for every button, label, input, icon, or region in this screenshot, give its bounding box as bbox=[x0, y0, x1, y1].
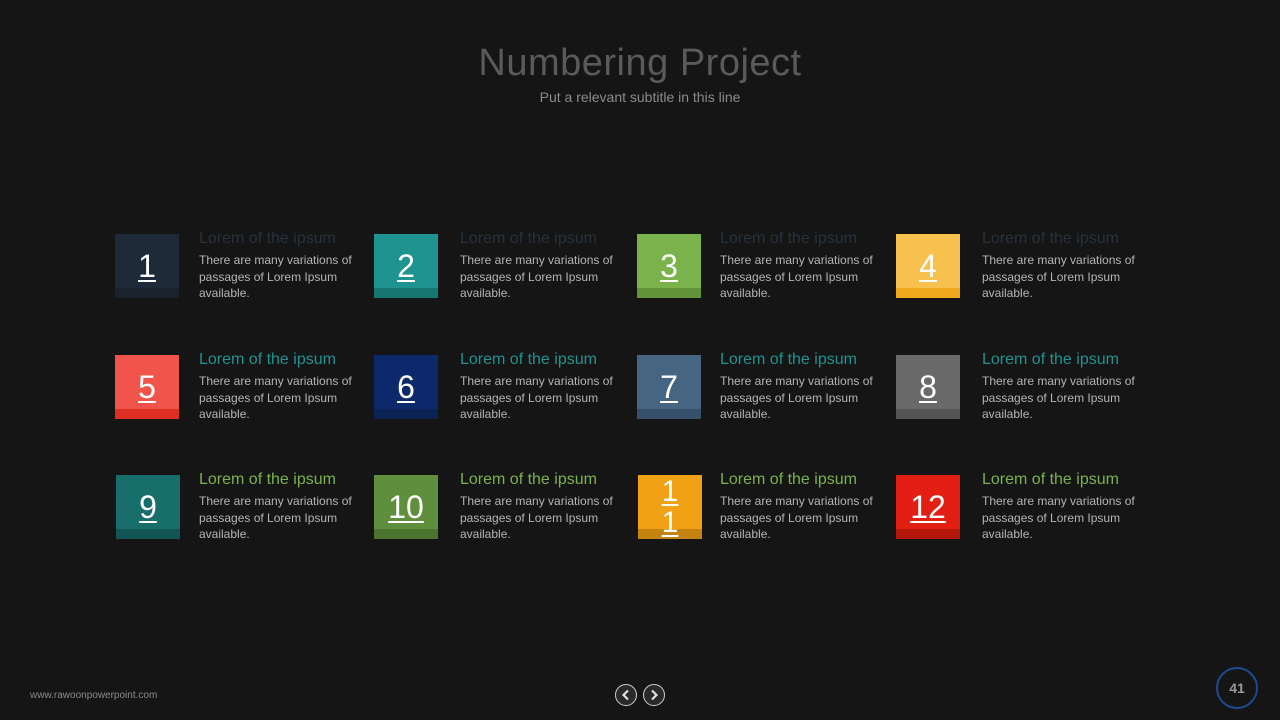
number-box bbox=[637, 355, 701, 419]
number-box bbox=[374, 475, 438, 539]
item-heading: Lorem of the ipsum bbox=[982, 230, 1119, 247]
item-heading: Lorem of the ipsum bbox=[720, 471, 857, 488]
number-box bbox=[637, 234, 701, 298]
slide-subtitle: Put a relevant subtitle in this line bbox=[539, 89, 741, 105]
item-description: There are many variations of passages of Lorem Ipsum available. bbox=[199, 253, 352, 300]
number-box bbox=[115, 234, 179, 298]
number-box-band bbox=[115, 409, 179, 419]
numbered-item bbox=[115, 230, 375, 304]
number-box bbox=[896, 234, 960, 298]
item-description: There are many variations of passages of Lorem Ipsum available. bbox=[982, 374, 1135, 421]
numbered-item bbox=[116, 471, 376, 545]
numbered-item bbox=[896, 471, 1156, 545]
item-description: There are many variations of passages of Lorem Ipsum available. bbox=[982, 253, 1135, 300]
item-description: There are many variations of passages of Lorem Ipsum available. bbox=[720, 494, 873, 541]
number-box-band bbox=[896, 529, 960, 539]
item-description: There are many variations of passages of Lorem Ipsum available. bbox=[460, 374, 613, 421]
number-box bbox=[896, 355, 960, 419]
number-box bbox=[116, 475, 180, 539]
number-box bbox=[896, 475, 960, 539]
item-heading: Lorem of the ipsum bbox=[199, 351, 336, 368]
numbered-item bbox=[115, 351, 375, 425]
number-box-band bbox=[374, 529, 438, 539]
numbered-item bbox=[637, 351, 897, 425]
prev-slide-button[interactable] bbox=[615, 684, 637, 706]
next-slide-button[interactable] bbox=[643, 684, 665, 706]
item-number: 4 bbox=[919, 248, 937, 284]
numbered-item bbox=[374, 351, 634, 425]
item-description: There are many variations of passages of Lorem Ipsum available. bbox=[460, 253, 613, 300]
item-number: 6 bbox=[397, 369, 415, 405]
item-description: There are many variations of passages of Lorem Ipsum available. bbox=[199, 374, 352, 421]
item-heading: Lorem of the ipsum bbox=[199, 471, 336, 488]
number-box-band bbox=[116, 529, 180, 539]
number-box-band bbox=[374, 288, 438, 298]
item-heading: Lorem of the ipsum bbox=[460, 471, 597, 488]
item-number: 12 bbox=[910, 489, 946, 525]
number-box-band bbox=[115, 288, 179, 298]
item-heading: Lorem of the ipsum bbox=[720, 230, 857, 247]
item-number: 1 bbox=[138, 248, 156, 284]
numbered-item bbox=[374, 230, 634, 304]
number-box bbox=[115, 355, 179, 419]
item-description: There are many variations of passages of Lorem Ipsum available. bbox=[199, 494, 352, 541]
numbered-item bbox=[374, 471, 634, 545]
numbered-item bbox=[896, 230, 1156, 304]
item-heading: Lorem of the ipsum bbox=[982, 351, 1119, 368]
item-number: 9 bbox=[139, 489, 157, 525]
number-box-band bbox=[374, 409, 438, 419]
item-description: There are many variations of passages of Lorem Ipsum available. bbox=[720, 253, 873, 300]
item-number: 3 bbox=[660, 248, 678, 284]
item-heading: Lorem of the ipsum bbox=[199, 230, 336, 247]
item-number: 8 bbox=[919, 369, 937, 405]
number-box-band bbox=[637, 288, 701, 298]
item-description: There are many variations of passages of Lorem Ipsum available. bbox=[982, 494, 1135, 541]
slide-title: Numbering Project bbox=[478, 42, 802, 84]
item-description: There are many variations of passages of Lorem Ipsum available. bbox=[460, 494, 613, 541]
item-heading: Lorem of the ipsum bbox=[460, 230, 597, 247]
number-box-band bbox=[896, 409, 960, 419]
item-heading: Lorem of the ipsum bbox=[982, 471, 1119, 488]
item-heading: Lorem of the ipsum bbox=[720, 351, 857, 368]
item-description: There are many variations of passages of Lorem Ipsum available. bbox=[720, 374, 873, 421]
item-number: 11 bbox=[661, 475, 679, 539]
item-number: 2 bbox=[397, 248, 415, 284]
page-number: 41 bbox=[1216, 667, 1258, 709]
numbered-item bbox=[638, 471, 898, 545]
chevron-right-icon bbox=[648, 689, 660, 701]
numbered-item bbox=[896, 351, 1156, 425]
number-box bbox=[638, 475, 702, 539]
item-number: 7 bbox=[660, 369, 678, 405]
item-heading: Lorem of the ipsum bbox=[460, 351, 597, 368]
chevron-left-icon bbox=[620, 689, 632, 701]
footer-url: www.rawoonpowerpoint.com bbox=[30, 690, 158, 701]
number-box-band bbox=[896, 288, 960, 298]
number-box bbox=[374, 234, 438, 298]
numbered-item bbox=[637, 230, 897, 304]
item-number: 5 bbox=[138, 369, 156, 405]
number-box-band bbox=[637, 409, 701, 419]
number-box bbox=[374, 355, 438, 419]
item-number: 10 bbox=[388, 489, 424, 525]
